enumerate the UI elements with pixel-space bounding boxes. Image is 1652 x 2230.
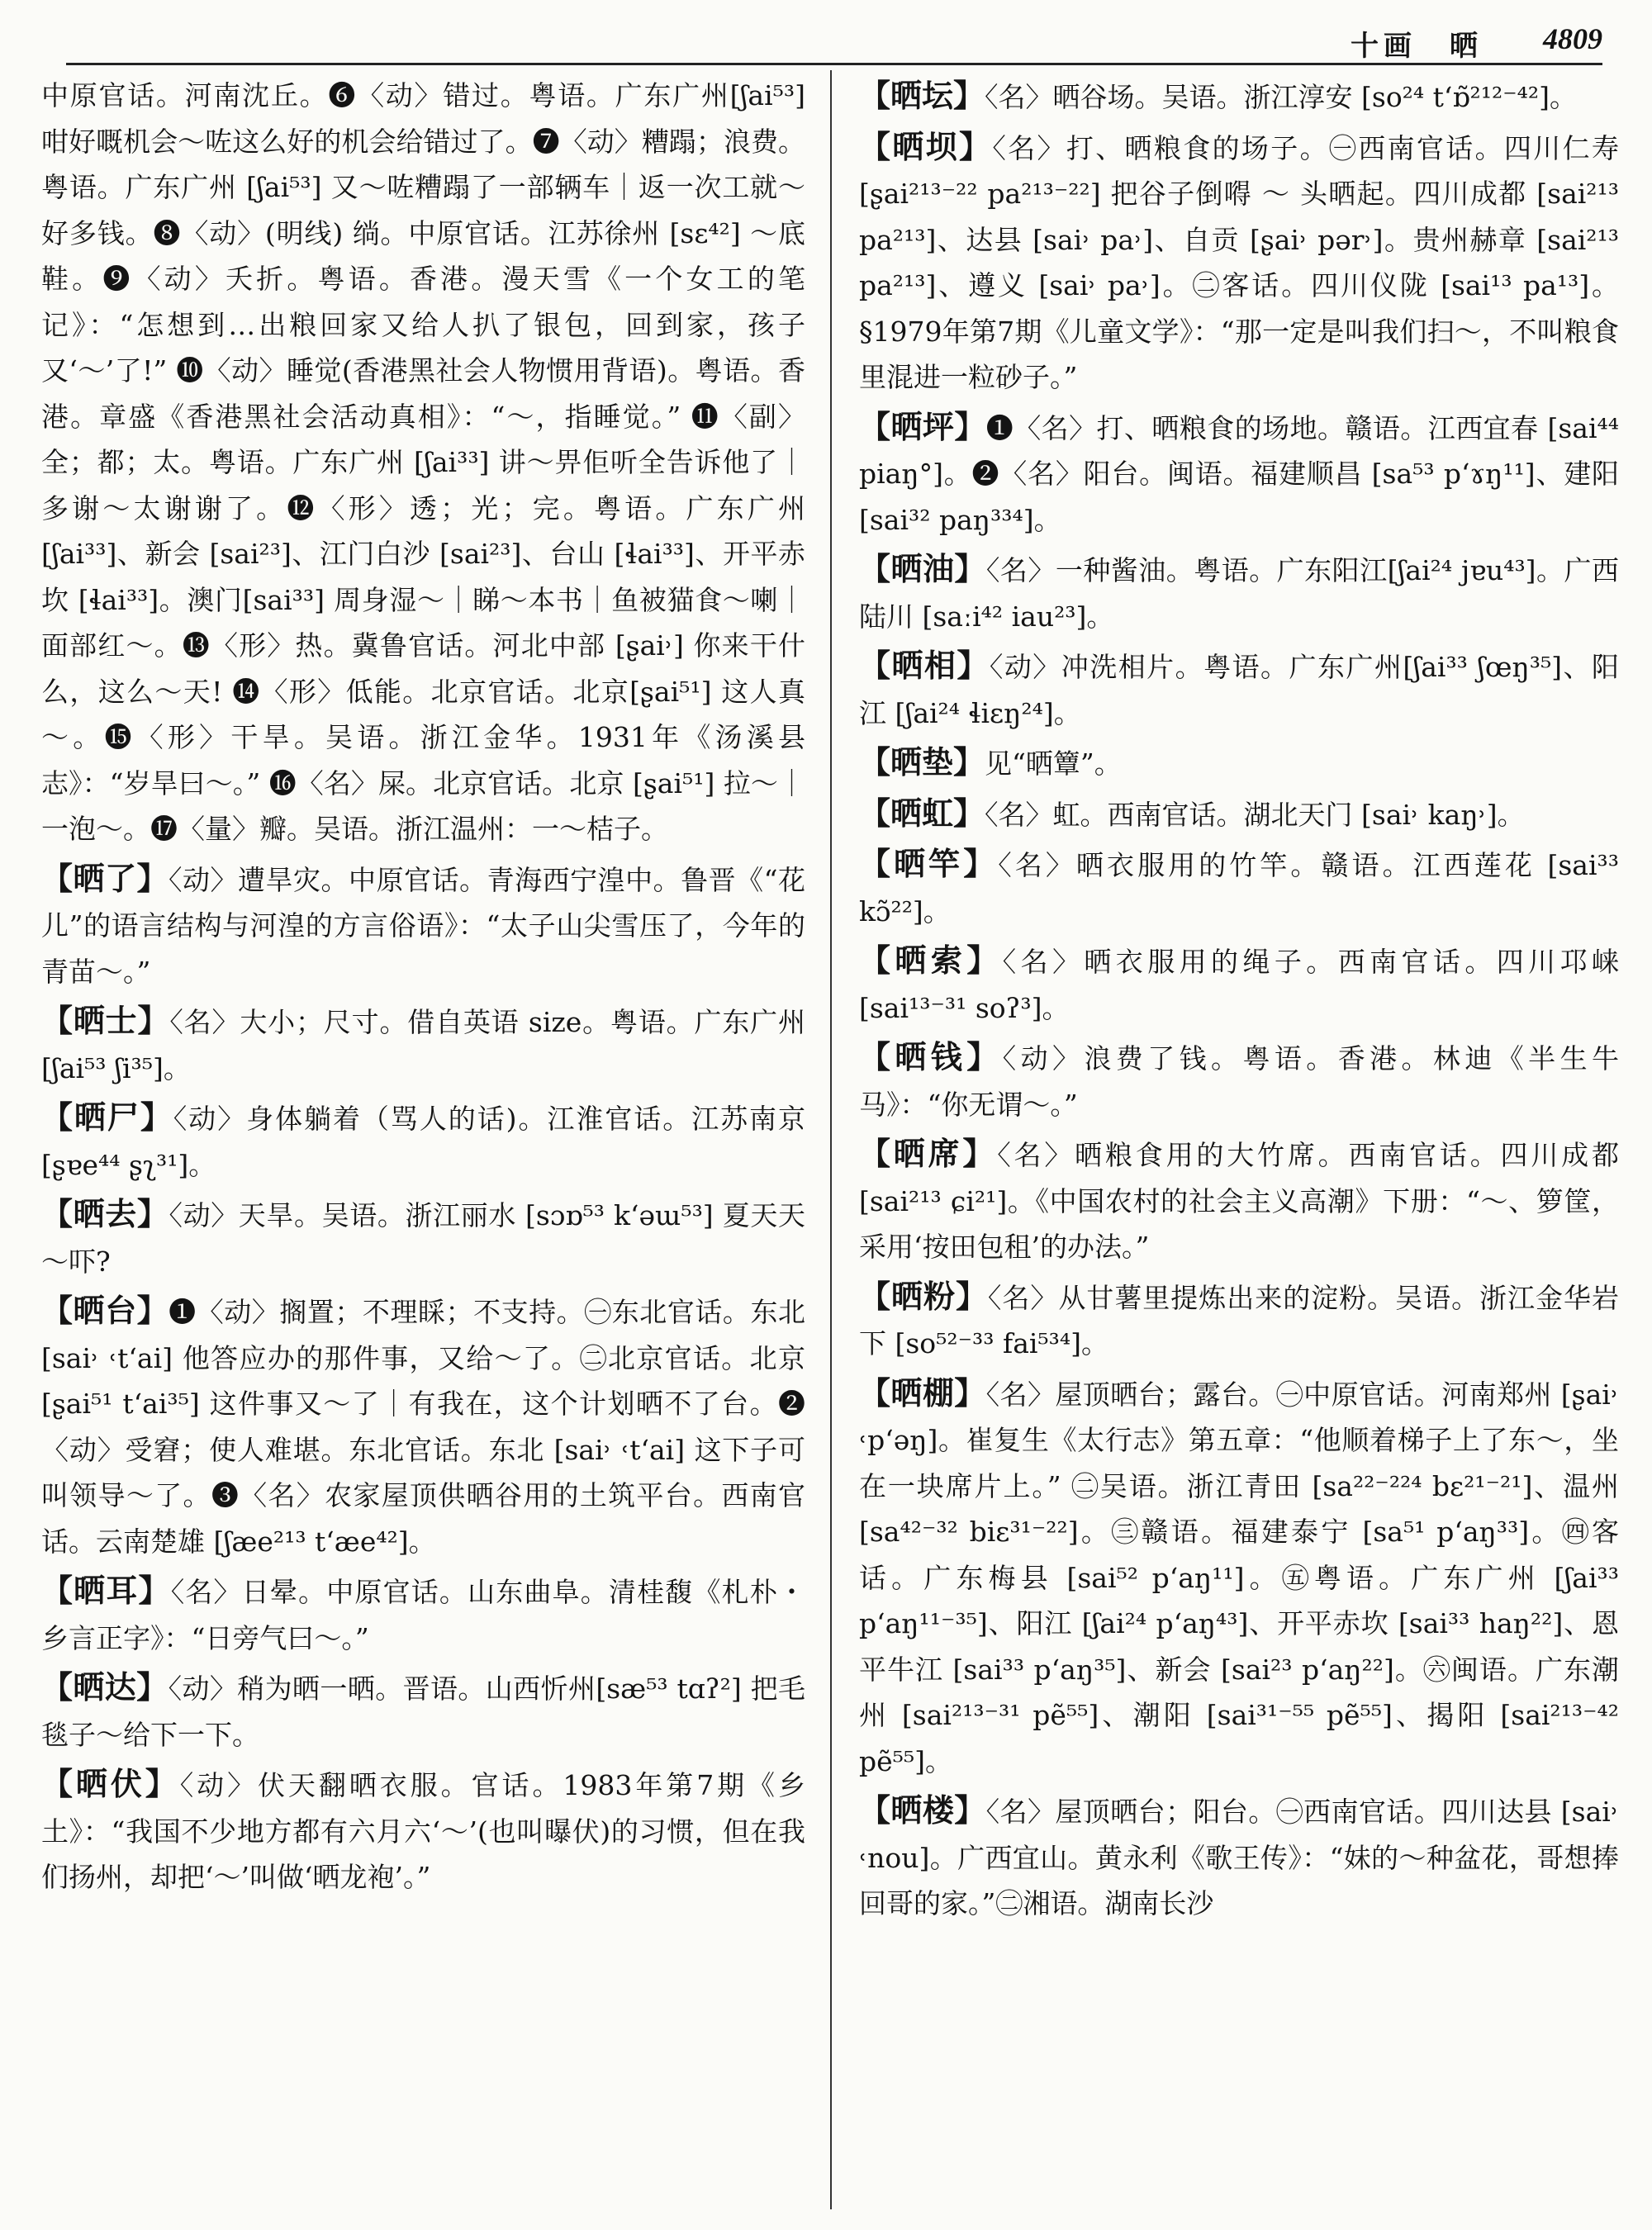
dictionary-entry <box>41 1568 805 1661</box>
entry-headword: 【晒台】 <box>41 1292 169 1329</box>
dictionary-entry <box>41 1664 805 1758</box>
entry-headword: 【晒了】 <box>41 859 169 897</box>
entry-definition: 〈名〉晒衣服用的绳子。西南官话。四川邛崃 [sai¹³⁻³¹ soʔ³]。 <box>859 946 1619 1024</box>
entry-definition: 〈名〉晒衣服用的竹竿。赣语。江西莲花 [sai³³ kɔ̃²²]。 <box>859 849 1619 928</box>
left-column <box>41 73 805 2212</box>
entry-definition: 〈名〉日晕。中原官话。山东曲阜。清桂馥《札朴・乡言正字》：“日旁气曰～。” <box>41 1576 805 1654</box>
entry-headword: 【晒达】 <box>41 1668 169 1706</box>
entry-headword: 【晒士】 <box>41 1002 170 1039</box>
entry-headword: 【晒钱】 <box>859 1038 1003 1075</box>
dictionary-entry <box>859 1034 1619 1127</box>
entry-headword: 【晒伏】 <box>41 1765 180 1802</box>
entry-definition: 〈动〉冲洗相片。粤语。广东广州[ʃai³³ ʃœŋ³⁵]、阳江 [ʃai²⁴ ɬiɛŋ²⁴]。 <box>859 651 1619 729</box>
entry-definition: 〈动〉天旱。吴语。浙江丽水 [sɔɒ⁵³ k‘əɯ⁵³] 夏天天～吓? <box>41 1199 805 1278</box>
dictionary-entry <box>859 546 1619 639</box>
entry-definition: 〈名〉屋顶晒台；阳台。㊀西南官话。四川达县 [sai˒ ˓nou]。广西宜山。黄永利《歌王传》：“妹的～种盆花，哥想捧回哥的家。”㊁湘语。湖南长沙 <box>859 1796 1619 1919</box>
page-header <box>66 15 1602 65</box>
entry-headword: 【晒虹】 <box>859 794 985 832</box>
entry-headword: 【晒索】 <box>859 942 1003 979</box>
entry-headword: 【晒席】 <box>859 1135 998 1172</box>
entry-definition: 〈名〉打、晒粮食的场子。㊀西南官话。四川仁寿 [ʂai²¹³⁻²² pa²¹³⁻²²] 把谷子倒嘚 ～ 头晒起。四川成都 [sai²¹³ pa²¹³]、达县 [sai˒ pa˒]、自贡 [ʂai˒ pər˒]。贵州赫章 [sai²¹³ pa²¹³]、遵义 [sai˒ pa˒]。㊁客话。四川仪陇 [sai¹³ pa¹³]。§1979年第7期《儿童文学》：“那一定是叫我们扫～，不叫粮食里混进一粒砂子。” <box>859 131 1619 393</box>
entry-headword: 【晒楼】 <box>859 1791 986 1829</box>
entry-headword: 【晒垫】 <box>859 743 985 780</box>
entry-definition: 见“晒簟”。 <box>985 747 1122 780</box>
dictionary-entry <box>859 1131 1619 1270</box>
dictionary-entry <box>859 739 1619 787</box>
dictionary-entry <box>41 1761 805 1900</box>
entry-definition: 〈名〉一种酱油。粤语。广东阳江[ʃai²⁴ jɐu⁴³]。广西陆川 [saːi⁴² iau²³]。 <box>859 554 1619 633</box>
entry-definition: 〈名〉从甘薯里提炼出来的淀粉。吴语。浙江金华岩下 [so⁵²⁻³³ fai⁵³⁴]。 <box>859 1281 1619 1359</box>
dictionary-entry <box>859 404 1619 543</box>
entry-headword: 【晒棚】 <box>859 1374 986 1412</box>
dictionary-entry <box>859 1370 1619 1785</box>
entry-headword: 【晒竿】 <box>859 845 999 882</box>
entry-headword: 【晒坝】 <box>859 127 993 165</box>
dictionary-entry <box>859 124 1619 401</box>
entry-headword: 【晒油】 <box>859 550 986 587</box>
entry-headword: 【晒坪】 <box>859 407 986 445</box>
entry-definition: 〈名〉大小；尺寸。借自英语 size。粤语。广东广州 [ʃai⁵³ ʃi³⁵]。 <box>41 1006 805 1084</box>
dictionary-entry <box>41 998 805 1091</box>
entry-definition: 〈动〉遭旱灾。中原官话。青海西宁湟中。鲁晋《“花儿”的语言结构与河湟的方言俗语》：“太子山尖雪压了，今年的青苗～。” <box>41 863 805 988</box>
entry-definition: 〈动〉浪费了钱。粤语。香港。林迪《半生牛马》：“你无谓～。” <box>859 1042 1619 1121</box>
entry-headword: 【晒粉】 <box>859 1277 988 1315</box>
right-column <box>859 73 1619 2212</box>
dictionary-entry <box>41 1191 805 1284</box>
entry-headword: 【晒相】 <box>859 647 990 684</box>
dictionary-entry <box>859 841 1619 934</box>
dictionary-entry <box>859 790 1619 838</box>
section-title: 十画 晒 <box>1351 30 1483 63</box>
entry-headword: 【晒耳】 <box>41 1572 171 1609</box>
entry-headword: 【晒尸】 <box>41 1098 173 1136</box>
continued-entry-text: 中原官话。河南沈丘。❻〈动〉错过。粤语。广东广州[ʃai⁵³] 咁好嘅机会～咗这么好的机会给错过了。❼〈动〉糟蹋；浪费。粤语。广东广州 [ʃai⁵³] 又～咗糟蹋了一部辆车｜返一次工就～好多钱。❽〈动〉(明线) 绱。中原官话。江苏徐州 [sɛ⁴²] ～底鞋。❾〈动〉夭折。粤语。香港。漫天雪《一个女工的笔记》：“怎想到…出粮回家又给人扒了银包，回到家，孩子又‘～’了!” ❿〈动〉睡觉(香港黑社会人物惯用背语)。粤语。香港。章盛《香港黑社会活动真相》：“～，指睡觉。” ⓫〈副〉全；都；太。粤语。广东广州 [ʃai³³] 讲～畀佢听全告诉他了｜多谢～太谢谢了。⓬〈形〉透；光；完。粤语。广东广州 [ʃai³³]、新会 [sai²³]、江门白沙 [sai²³]、台山 [ɬai³³]、开平赤坎 [ɬai³³]。澳门[sai³³] 周身湿～｜睇～本书｜鱼被猫食～喇｜面部红～。⓭〈形〉热。冀鲁官话。河北中部 [ʂai˒] 你来干什么，这么～天! ⓮〈形〉低能。北京官话。北京[ʂai⁵¹] 这人真～。⓯〈形〉干旱。吴语。浙江金华。1931年《汤溪县志》：“岁旱曰～。” ⓰〈名〉屎。北京官话。北京 [ʂai⁵¹] 拉～｜一泡～。⓱〈量〉瓣。吴语。浙江温州：一～桔子。 <box>41 79 805 845</box>
dictionary-entry <box>41 856 805 995</box>
dictionary-entry <box>859 1274 1619 1367</box>
entry-definition: 〈名〉屋顶晒台；露台。㊀中原官话。河南郑州 [ʂai˒ ˓p‘əŋ]。崔复生《太行志》第五章：“他顺着梯子上了东～，坐在一块席片上。” ㊁吴语。浙江青田 [sa²²⁻²²⁴ bɛ²¹⁻²¹]、温州[sa⁴²⁻³² biɛ³¹⁻²²]。㊂赣语。福建泰宁 [sa⁵¹ p‘aŋ³³]。㊃客话。广东梅县 [sai⁵² p‘aŋ¹¹]。㊄粤语。广东广州 [ʃai³³ p‘aŋ¹¹⁻³⁵]、阳江 [ʃai²⁴ p‘aŋ⁴³]、开平赤坎 [sai³³ haŋ²²]、恩平牛江 [sai³³ p‘aŋ³⁵]、新会 [sai²³ p‘aŋ²²]。㊅闽语。广东潮州 [sai²¹³⁻³¹ pẽ⁵⁵]、潮阳 [sai³¹⁻⁵⁵ pẽ⁵⁵]、揭阳 [sai²¹³⁻⁴² pẽ⁵⁵]。 <box>859 1378 1619 1777</box>
column-divider <box>830 70 832 2209</box>
dictionary-entry <box>41 1094 805 1188</box>
entry-definition: ❶〈名〉打、晒粮食的场地。赣语。江西宜春 [sai⁴⁴ piaŋ°]。❷〈名〉阳台。闽语。福建顺昌 [sa⁵³ p‘ɤŋ¹¹]、建阳 [sai³² paŋ³³⁴]。 <box>859 411 1619 536</box>
entry-definition: 〈动〉稍为晒一晒。晋语。山西忻州[sæ⁵³ tɑʔ²] 把毛毯子～给下一下。 <box>41 1672 805 1751</box>
entry-definition: 〈名〉晒谷场。吴语。浙江淳安 [so²⁴ t‘ɒ̃²¹²⁻⁴²]。 <box>985 81 1577 113</box>
entry-definition: 〈动〉伏天翻晒衣服。官话。1983年第7期《乡土》：“我国不少地方都有六月六‘～’(也叫曝伏)的习惯，但在我们扬州，却把‘～’叫做‘晒龙袍’。” <box>41 1769 805 1893</box>
page-number: 4809 <box>1543 22 1602 55</box>
dictionary-entry <box>41 1288 805 1564</box>
entry-definition: 〈名〉虹。西南官话。湖北天门 [sai˒ kaŋ˒]。 <box>985 798 1525 831</box>
entry-headword: 【晒去】 <box>41 1195 169 1232</box>
dictionary-entry <box>859 73 1619 121</box>
entry-definition: 〈名〉晒粮食用的大竹席。西南官话。四川成都 [sai²¹³ ɕi²¹]。《中国农村的社会主义高潮》下册：“～、箩筐，采用‘按田包租’的办法。” <box>859 1139 1619 1263</box>
entry-headword: 【晒坛】 <box>859 77 985 114</box>
entry-definition: 〈动〉身体躺着（骂人的话)。江淮官话。江苏南京 [ʂɐe⁴⁴ ʂʅ³¹]。 <box>41 1103 805 1181</box>
dictionary-entry <box>859 643 1619 736</box>
dictionary-entry <box>859 1787 1619 1927</box>
entry-definition: ❶〈动〉搁置；不理睬；不支持。㊀东北官话。东北 [sai˒ ˓t‘ai] 他答应办的那件事，又给～了。㊁北京官话。北京[ʂai⁵¹ t‘ai³⁵] 这件事又～了｜有我在，这个计划晒不了台。❷〈动〉受窘；使人难堪。东北官话。东北 [sai˒ ˓t‘ai] 这下子可叫领导～了。❸〈名〉农家屋顶供晒谷用的土筑平台。西南官话。云南楚雄 [ʃæe²¹³ t‘æe⁴²]。 <box>41 1296 805 1558</box>
dictionary-entry <box>859 937 1619 1031</box>
